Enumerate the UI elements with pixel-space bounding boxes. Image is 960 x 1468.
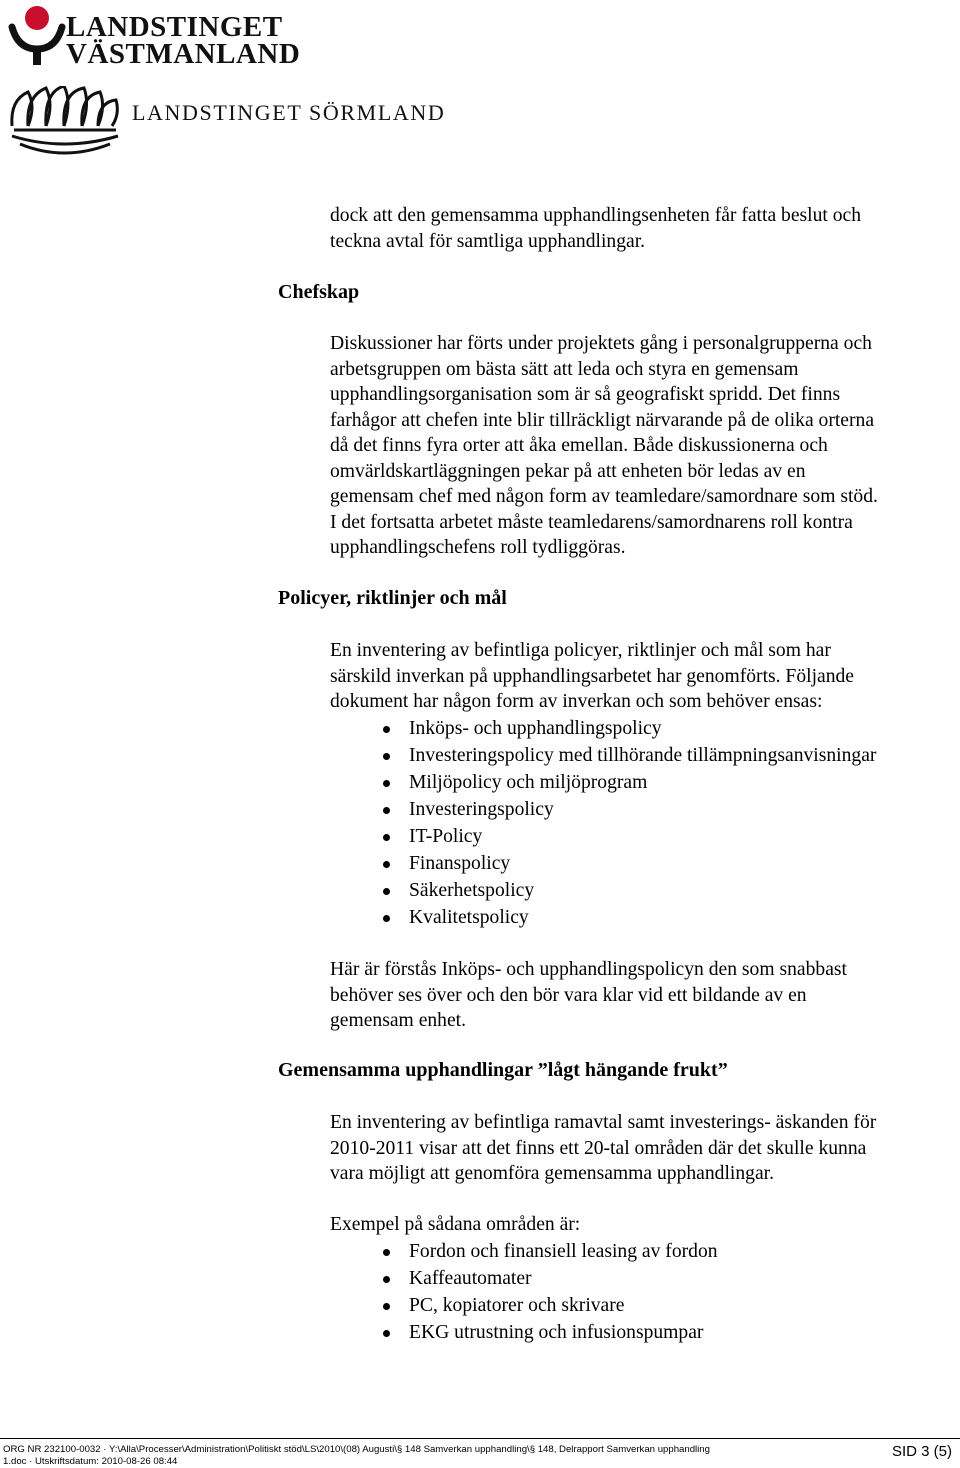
footer-divider (0, 1438, 960, 1439)
policyer-closing: Här är förstås Inköps- och upphandlingspolicyn den som snabbast behöver ses över och den bör vara klar vid ett bildande av en gemensam enhet. (330, 959, 847, 1031)
logo-text-line2: VÄSTMANLAND (66, 38, 301, 70)
gemensamma-paragraph: En inventering av befintliga ramavtal samt investerings- äskanden för 2010-2011 visar att det finns ett 20-tal områden där det skulle kunna vara möjligt att genomföra gemensamma upphandlingar. (330, 1112, 877, 1184)
list-item: Investeringspolicy (330, 796, 876, 823)
list-item: Inköps- och upphandlingspolicy (330, 715, 876, 742)
list-item: IT-Policy (330, 823, 876, 850)
examples-intro: Exempel på sådana områden är: (330, 1214, 581, 1235)
list-item: Fordon och finansiell leasing av fordon (330, 1238, 718, 1265)
list-item: PC, kopiatorer och skrivare (330, 1292, 718, 1319)
heading-chefskap: Chefskap (278, 281, 360, 303)
list-item: Kaffeautomater (330, 1265, 718, 1292)
examples-list (330, 1238, 718, 1346)
list-item: Finanspolicy (330, 850, 876, 877)
list-item: EKG utrustning och infusionspumpar (330, 1319, 718, 1346)
logo-text-sormland: LANDSTINGET SÖRMLAND (132, 100, 446, 125)
list-item: Investeringspolicy med tillhörande tillämpningsanvisningar (330, 742, 876, 769)
page-number: SID 3 (5) (891, 1443, 952, 1460)
heading-policyer: Policyer, riktlinjer och mål (278, 587, 507, 609)
logo-text-line1: LANDSTINGET (66, 11, 283, 43)
list-item: Miljöpolicy och miljöprogram (330, 769, 876, 796)
heading-gemensamma: Gemensamma upphandlingar ”lågt hängande frukt” (278, 1059, 728, 1081)
list-item: Säkerhetspolicy (330, 877, 876, 904)
footer-path: ORG NR 232100-0032 · Y:\Alla\Processer\Administration\Politiskt stöd\LS\2010\(08) Augusti\§ 148 Samverkan upphandling\§ 148, Delrapport Samverkan upphandling (3, 1444, 710, 1455)
landstinget-vastmanland-logo-icon (8, 3, 66, 65)
list-item: Kvalitetspolicy (330, 904, 876, 931)
policyer-paragraph: En inventering av befintliga policyer, riktlinjer och mål som har särskild inverkan på upphandlingsarbetet har genomförts. Följande dokument har någon form av inverkan och som behöver ensas: (330, 640, 854, 712)
intro-paragraph: dock att den gemensamma upphandlingsenheten får fatta beslut och teckna avtal för samtliga upphandlingar. (330, 205, 862, 252)
policy-list (330, 715, 876, 931)
chefskap-paragraph: Diskussioner har förts under projektets gång i personalgrupperna och arbetsgruppen om bästa sätt att leda och styra en gemensam upphandlingsorganisation som är så geografiskt spridd. Det finns farhågor att chefen inte blir tillräckligt närvarande på de olika orterna då det finns fyra orter att åka emellan. Både diskussionerna och omvärldskartläggningen pekar på att enheten bör ledas av en gemensam chef med någon form av teamledare/samordnare som stöd. I det fortsatta arbetet måste teamledarens/samordnarens roll kontra upphandlingschefens roll tydliggöras. (330, 333, 878, 558)
footer-print-date: 1.doc · Utskriftsdatum: 2010-08-26 08:44 (3, 1456, 178, 1467)
landstinget-sormland-logo-icon (6, 86, 124, 162)
